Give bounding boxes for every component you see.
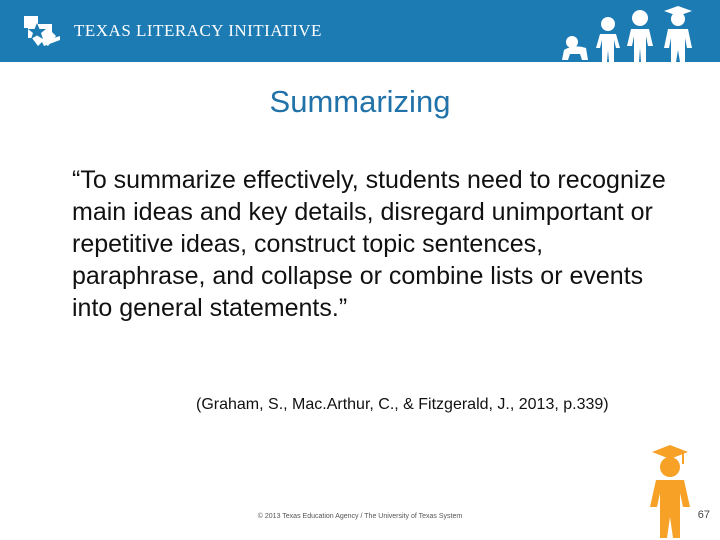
quote-text: “To summarize effectively, students need to recognize main ideas and key details, disregard unimportant or repetitive ideas, construct topic sentences, paraphrase, and collapse or combine lists or events into general statements.”	[72, 166, 666, 322]
copyright-footer: © 2013 Texas Education Agency / The University of Texas System	[257, 513, 463, 520]
logo-text: TEXAS LITERACY INITIATIVE	[74, 21, 322, 40]
citation: (Graham, S., Mac.Arthur, C., & Fitzgerald, J., 2013, p.339)	[196, 396, 609, 413]
graduate-child-icon	[648, 443, 692, 538]
texas-star-book-icon	[18, 12, 62, 50]
slide-title: Summarizing	[269, 84, 451, 119]
page-number: 67	[697, 509, 710, 521]
logo	[18, 12, 322, 50]
children-silhouettes-icon	[556, 4, 706, 62]
header-banner	[0, 0, 720, 62]
